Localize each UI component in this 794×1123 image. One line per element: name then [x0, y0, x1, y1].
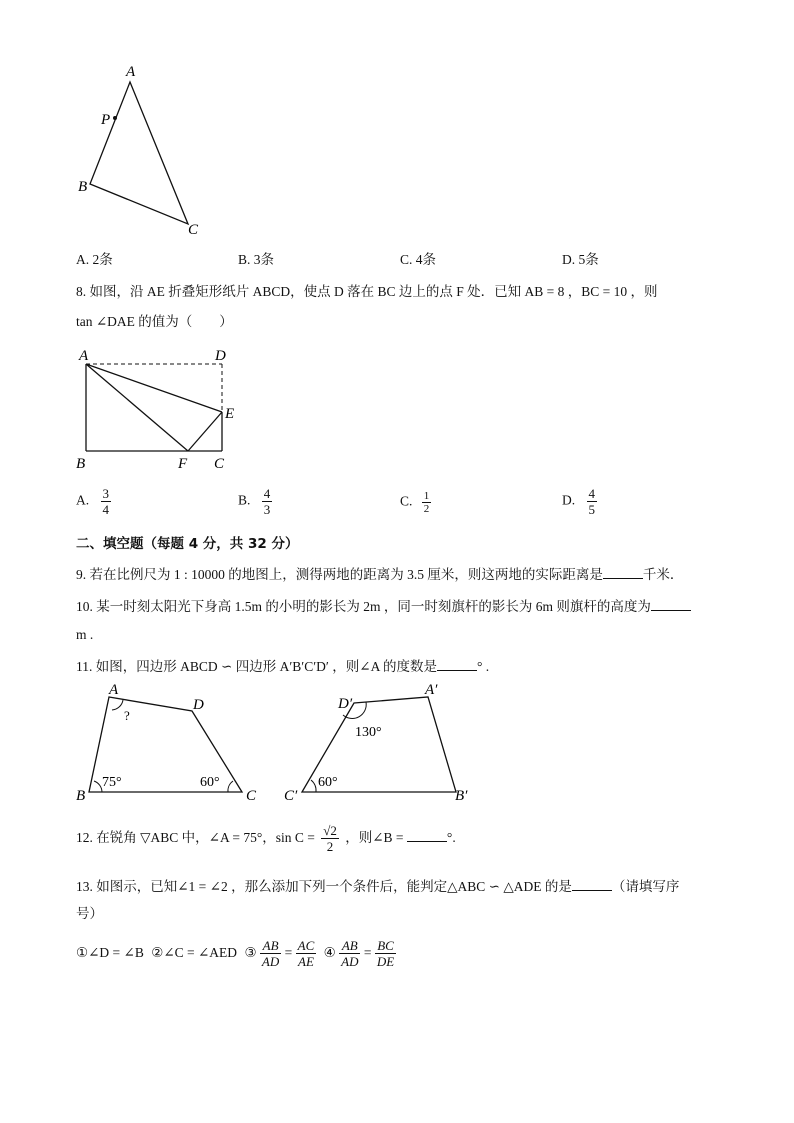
svg-text:75°: 75°	[102, 775, 122, 790]
svg-text:130°: 130°	[355, 725, 382, 740]
answer-blank	[437, 656, 477, 671]
q8-option-d: D. $\frac{4}{5}$	[562, 486, 595, 517]
q8-option-a: A. $\frac{3}{4}$	[76, 486, 109, 517]
label-b: B	[78, 179, 88, 195]
label-a: A	[126, 64, 136, 80]
triangle-abc	[90, 82, 188, 224]
section-heading: 二、填空题（每题 4 分，共 32 分）	[76, 536, 299, 552]
label-f: F	[178, 456, 188, 472]
q9: 9. 若在比例尺为 1 : 10000 的地图上，测得两地的距离为 3.5 厘米，则这两地的实际距离是 千米．	[76, 564, 683, 584]
label-d: D	[215, 348, 226, 364]
svg-text:B: B	[76, 788, 86, 804]
svg-text:D′: D′	[338, 696, 353, 712]
q13-line1: 13. 如图示，已知∠1 = ∠2 ，那么添加下列一个条件后，能判定△ABC ∽ △ADE 的是 （请填写序	[76, 876, 679, 896]
svg-text:A′: A′	[425, 682, 438, 698]
answer-blank	[407, 827, 447, 842]
label-b: B	[76, 456, 86, 472]
q10-line2: m .	[76, 627, 94, 642]
svg-text:D: D	[193, 697, 204, 713]
svg-text:C′: C′	[284, 788, 298, 804]
label-c: C	[214, 456, 225, 472]
svg-text:A: A	[109, 682, 119, 698]
svg-text:C: C	[246, 788, 257, 804]
svg-text:60°: 60°	[200, 775, 220, 790]
q7-option-b: B. 3条	[238, 252, 275, 267]
q13-line2: 号）	[76, 906, 103, 921]
label-p: P	[101, 112, 111, 128]
q8-option-c: C. $\frac{1}{2}$	[400, 490, 430, 515]
answer-blank	[572, 876, 612, 891]
svg-text:60°: 60°	[318, 775, 338, 790]
svg-text:?: ?	[124, 708, 130, 723]
q12: 12. 在锐角 ▽ABC 中，∠A = 75°，sin C = $\frac{√2}{2}$ ，则∠B = °.	[76, 823, 456, 855]
q7-option-a: A. 2条	[76, 252, 113, 267]
rectangle-figure-q8	[70, 340, 250, 475]
q8-line2: tan ∠DAE 的值为（ ）	[76, 314, 233, 329]
q10-line1: 10. 某一时刻太阳光下身高 1.5m 的小明的影长为 2m ，同一时刻旗杆的影长为 6m 则旗杆的高度为	[76, 596, 691, 616]
triangle-figure-q7	[70, 60, 220, 245]
q11: 11. 如图，四边形 ABCD ∽ 四边形 A′B′C′D′ ，则∠A 的度数是 ° .	[76, 656, 489, 676]
q8-line1: 8. 如图，沿 AE 折叠矩形纸片 ABCD，使点 D 落在 BC 边上的点 F 处．已知 AB = 8 ，BC = 10 ，则	[76, 284, 658, 299]
label-a: A	[79, 348, 89, 364]
q8-option-b: B. $\frac{4}{3}$	[238, 486, 271, 517]
svg-text:B′: B′	[455, 788, 468, 804]
q13-conditions: ①∠D = ∠B ②∠C = ∠AED ③ $\frac{AB}{AD}$ = $\frac{AC}{AE}$ ④ $\frac{AB}{AD}$ = $\frac{BC}{DE}$	[76, 938, 395, 970]
label-e: E	[225, 406, 235, 422]
answer-blank	[651, 596, 691, 611]
point-p	[113, 116, 117, 120]
q7-option-d: D. 5条	[562, 252, 599, 267]
quadrilateral-figures-q11	[70, 680, 490, 810]
q7-option-c: C. 4条	[400, 252, 437, 267]
label-c: C	[188, 222, 199, 238]
answer-blank	[603, 564, 643, 579]
